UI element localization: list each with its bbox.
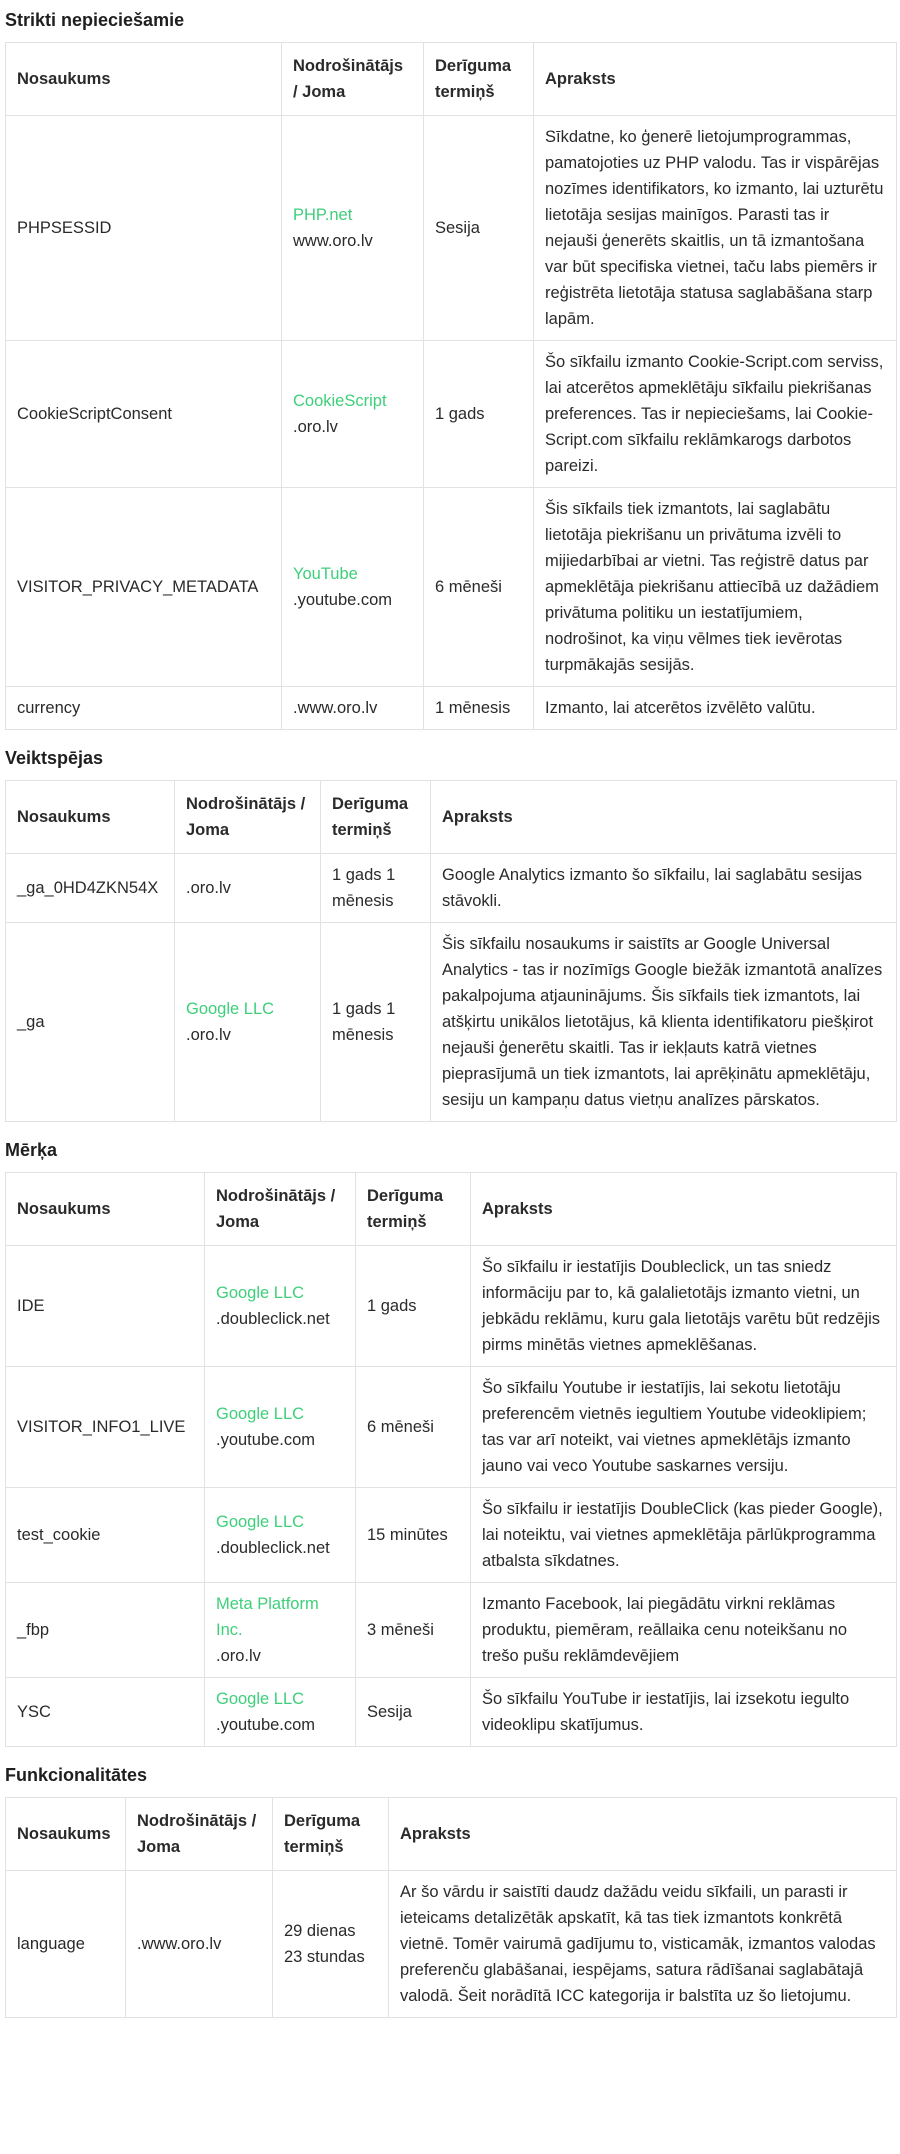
cookie-expiry: Sesija xyxy=(424,116,534,341)
header-provider: Nodrošinātājs / Joma xyxy=(175,781,321,854)
cookie-provider xyxy=(205,1367,356,1488)
header-name: Nosaukums xyxy=(6,1798,126,1871)
cookie-provider xyxy=(205,1678,356,1747)
provider-domain: .oro.lv xyxy=(293,418,338,436)
table-row xyxy=(6,923,897,1122)
table-row xyxy=(6,488,897,687)
header-description: Apraksts xyxy=(534,43,897,116)
table-row xyxy=(6,1246,897,1367)
header-provider: Nodrošinātājs / Joma xyxy=(205,1173,356,1246)
cookie-description: Google Analytics izmanto šo sīkfailu, lai saglabātu sesijas stāvokli. xyxy=(431,854,897,923)
cookie-name: _ga_0HD4ZKN54X xyxy=(6,854,175,923)
provider-domain: .www.oro.lv xyxy=(137,1935,222,1953)
cookie-provider xyxy=(126,1871,273,2018)
header-provider: Nodrošinātājs / Joma xyxy=(282,43,424,116)
cookie-expiry: 15 minūtes xyxy=(356,1488,471,1583)
provider-link[interactable]: Google LLC xyxy=(216,1690,305,1708)
section-title: Strikti nepieciešamie xyxy=(5,10,185,30)
header-expiry: Derīguma termiņš xyxy=(356,1173,471,1246)
cookie-name: VISITOR_PRIVACY_METADATA xyxy=(6,488,282,687)
cookie-name: test_cookie xyxy=(6,1488,205,1583)
cookie-name: currency xyxy=(6,687,282,730)
cookie-table xyxy=(5,1172,897,1747)
cookie-description: Ar šo vārdu ir saistīti daudz dažādu veidu sīkfaili, un parasti ir ieteicams detalizētāk apskatīt, kā tas tiek izmantots konkrētā vietnē. Tomēr vairumā gadījumu to, visticamāk, izmantos valodas preferenču glabāšanai, iespējams, satura rādīšanai saglabātajā valodā. Šeit norādītā ICC kategorija ir balstīta uz šo lietojumu. xyxy=(389,1871,897,2018)
provider-link[interactable]: Google LLC xyxy=(216,1513,305,1531)
cookie-provider xyxy=(175,923,321,1122)
provider-link[interactable]: Google LLC xyxy=(216,1405,305,1423)
cookie-name: VISITOR_INFO1_LIVE xyxy=(6,1367,205,1488)
cookie-description: Sīkdatne, ko ģenerē lietojumprogrammas, pamatojoties uz PHP valodu. Tas ir vispārējas nozīmes identifikators, ko izmanto, lai uzturētu lietotāja sesijas mainīgos. Parasti tas ir nejauši ģenerēts skaitlis, un tā izmantošana var būt specifiska vietnei, taču labs piemērs ir reģistrēta lietotāja statusa saglabāšana starp lapām. xyxy=(534,116,897,341)
cookie-provider xyxy=(282,116,424,341)
cookie-expiry: 6 mēneši xyxy=(424,488,534,687)
cookie-expiry: 6 mēneši xyxy=(356,1367,471,1488)
cookie-description: Šo sīkfailu YouTube ir iestatījis, lai izsekotu iegulto videoklipu skatījumus. xyxy=(471,1678,897,1747)
cookie-name: PHPSESSID xyxy=(6,116,282,341)
cookie-name: _fbp xyxy=(6,1583,205,1678)
cookie-name: language xyxy=(6,1871,126,2018)
provider-link[interactable]: PHP.net xyxy=(293,206,353,224)
cookie-provider xyxy=(175,854,321,923)
cookie-provider xyxy=(205,1246,356,1367)
cookie-expiry: 3 mēneši xyxy=(356,1583,471,1678)
cookie-provider xyxy=(282,341,424,488)
cookie-expiry: Sesija xyxy=(356,1678,471,1747)
provider-domain: .doubleclick.net xyxy=(216,1539,330,1557)
header-description: Apraksts xyxy=(431,781,897,854)
provider-domain: .youtube.com xyxy=(293,591,393,609)
cookie-name: IDE xyxy=(6,1246,205,1367)
header-expiry: Derīguma termiņš xyxy=(424,43,534,116)
cookie-description: Šo sīkfailu izmanto Cookie-Script.com serviss, lai atcerētos apmeklētāju sīkfailu piekrišanas preferences. Tas ir nepieciešams, lai Cookie-Script.com sīkfailu reklāmkarogs darbotos pareizi. xyxy=(534,341,897,488)
header-description: Apraksts xyxy=(471,1173,897,1246)
cookie-name: _ga xyxy=(6,923,175,1122)
provider-domain: .oro.lv xyxy=(186,879,231,897)
table-row xyxy=(6,341,897,488)
header-expiry: Derīguma termiņš xyxy=(273,1798,389,1871)
cookie-table xyxy=(5,42,897,730)
header-name: Nosaukums xyxy=(6,1173,205,1246)
cookie-provider xyxy=(205,1488,356,1583)
section-strictly-necessary xyxy=(5,8,895,730)
header-name: Nosaukums xyxy=(6,43,282,116)
section-performance xyxy=(5,746,895,1122)
section-title: Funkcionalitātes xyxy=(5,1765,148,1785)
provider-domain: .oro.lv xyxy=(216,1647,261,1665)
provider-domain: .www.oro.lv xyxy=(293,699,378,717)
table-row xyxy=(6,116,897,341)
table-header-row xyxy=(6,781,897,854)
table-row xyxy=(6,1488,897,1583)
table-header-row xyxy=(6,43,897,116)
cookie-expiry: 1 mēnesis xyxy=(424,687,534,730)
section-title: Veiktspējas xyxy=(5,748,104,768)
provider-domain: .doubleclick.net xyxy=(216,1310,330,1328)
cookie-provider xyxy=(282,687,424,730)
cookie-description: Šis sīkfailu nosaukums ir saistīts ar Google Universal Analytics - tas ir nozīmīgs Google biežāk izmantotā analīzes pakalpojuma atjauninājums. Šis sīkfails tiek izmantots, lai atšķirtu unikālos lietotājus, kā klienta identifikatoru piešķirot nejauši ģenerētu skaitli. Tas ir iekļauts katrā vietnes pieprasījumā un tiek izmantots, lai aprēķinātu apmeklētāju, sesiju un kampaņu datus vietņu analīzes pārskatos. xyxy=(431,923,897,1122)
table-row xyxy=(6,1583,897,1678)
provider-domain: .youtube.com xyxy=(216,1716,316,1734)
section-title: Mērķa xyxy=(5,1140,58,1160)
cookie-expiry: 1 gads xyxy=(424,341,534,488)
provider-link[interactable]: Meta Platform Inc. xyxy=(216,1595,319,1639)
cookie-description: Šo sīkfailu ir iestatījis DoubleClick (kas pieder Google), lai noteiktu, vai vietnes apmeklētāja pārlūkprogramma atbalsta sīkdatnes. xyxy=(471,1488,897,1583)
table-row xyxy=(6,687,897,730)
cookie-description: Šis sīkfails tiek izmantots, lai saglabātu lietotāja piekrišanu un privātuma izvēli to mijiedarbībai ar vietni. Tas reģistrē datus par apmeklētāja piekrišanu attiecībā uz dažādiem privātuma politiku un iestatījumiem, nodrošinot, ka viņu vēlmes tiek ievērotas turpmākajās sesijās. xyxy=(534,488,897,687)
provider-link[interactable]: CookieScript xyxy=(293,392,387,410)
cookie-name: CookieScriptConsent xyxy=(6,341,282,488)
cookie-expiry: 1 gads 1 mēnesis xyxy=(321,854,431,923)
header-expiry: Derīguma termiņš xyxy=(321,781,431,854)
cookie-expiry: 1 gads xyxy=(356,1246,471,1367)
provider-link[interactable]: YouTube xyxy=(293,565,358,583)
cookie-description: Izmanto, lai atcerētos izvēlēto valūtu. xyxy=(534,687,897,730)
cookie-provider xyxy=(205,1583,356,1678)
cookie-description: Šo sīkfailu ir iestatījis Doubleclick, un tas sniedz informāciju par to, kā galalietotājs izmanto vietni, un jebkādu reklāmu, kuru gala lietotājs varētu būt redzējis pirms minētās vietnes apmeklēšanas. xyxy=(471,1246,897,1367)
cookie-description: Šo sīkfailu Youtube ir iestatījis, lai sekotu lietotāju preferencēm vietnēs iegultiem Youtube videoklipiem; tas var arī noteikt, vai vietnes apmeklētājs izmanto jauno vai veco Youtube saskarnes versiju. xyxy=(471,1367,897,1488)
header-name: Nosaukums xyxy=(6,781,175,854)
section-functionality xyxy=(5,1763,895,2018)
cookie-provider xyxy=(282,488,424,687)
provider-domain: .oro.lv xyxy=(186,1026,231,1044)
section-targeting xyxy=(5,1138,895,1747)
table-row xyxy=(6,1871,897,2018)
cookie-expiry: 29 dienas 23 stundas xyxy=(273,1871,389,2018)
cookie-table xyxy=(5,780,897,1122)
cookie-description: Izmanto Facebook, lai piegādātu virkni reklāmas produktu, piemēram, reāllaika cenu noteikšanu no trešo pušu reklāmdevējiem xyxy=(471,1583,897,1678)
table-header-row xyxy=(6,1798,897,1871)
provider-link[interactable]: Google LLC xyxy=(186,1000,275,1018)
cookie-name: YSC xyxy=(6,1678,205,1747)
cookie-expiry: 1 gads 1 mēnesis xyxy=(321,923,431,1122)
table-row xyxy=(6,854,897,923)
table-row xyxy=(6,1367,897,1488)
provider-domain: www.oro.lv xyxy=(293,232,373,250)
cookie-table xyxy=(5,1797,897,2018)
provider-link[interactable]: Google LLC xyxy=(216,1284,305,1302)
header-description: Apraksts xyxy=(389,1798,897,1871)
provider-domain: .youtube.com xyxy=(216,1431,316,1449)
table-header-row xyxy=(6,1173,897,1246)
table-row xyxy=(6,1678,897,1747)
header-provider: Nodrošinātājs / Joma xyxy=(126,1798,273,1871)
